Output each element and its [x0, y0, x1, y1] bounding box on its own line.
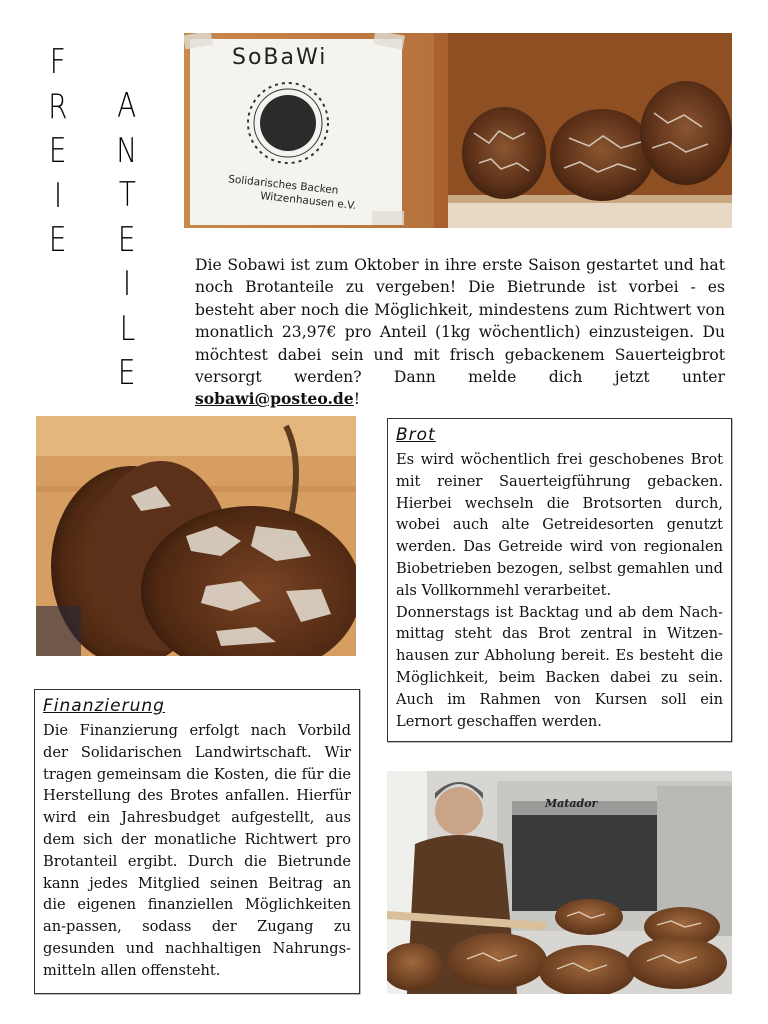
title-letter: E [49, 131, 67, 171]
oven-brand-label: Matador [545, 797, 598, 810]
title-letter: T [118, 175, 136, 215]
intro-paragraph [195, 254, 725, 411]
brot-box [387, 418, 732, 742]
photo-shelf-with-poster [184, 33, 732, 228]
title-letter: E [49, 220, 67, 260]
finanzierung-box [34, 689, 360, 994]
photo-baker-at-oven [387, 771, 732, 994]
poster-heading: SoBaWi [232, 45, 328, 70]
finanzierung-text: Die Finanzierung erfolgt nach Vorbild der Solidarischen Landwirtschaft. Wir tragen gemeinsam die Kosten, die für die Herstellung des Brotes anfallen. Hierfür wird ein Jahresbudget aufgestellt, aus dem sich der monatliche Richtwert pro Brotanteil ergibt. Durch die Bietrunde kann jedes Mitglied seinen Beitrag an die eigenen finanziellen Möglichkeiten an-passen, sodass der Zugang zu gesunden und nachhaltigen Nahrungs-mitteln allen offensteht. [43, 722, 351, 979]
title-letter: I [122, 264, 132, 304]
brot-text: Es wird wöchentlich frei geschobenes Brot mit reiner Sauerteigführung gebacken. Hierbei wechseln die Brotsorten durch, wobei auch alte Getreidesorten genutzt werden. Das Getreide wird von regionalen Biobetrieben bezogen, selbst gemahlen und als Vollkornmehl verarbeitet. [396, 451, 723, 599]
title-letter: I [53, 175, 63, 216]
title-word-anteile [106, 84, 148, 396]
email-link[interactable]: sobawi@posteo.de [195, 389, 354, 409]
photo-bread-basket [36, 416, 356, 656]
poster-caption-line2: Witzenhausen e.V. [259, 189, 357, 213]
title-letter: E [118, 219, 136, 260]
brot-text-2: Donnerstags ist Backtag und ab dem Nach-mittag steht das Brot zentral in Witzen-hausen zur Abholung bereit. Es besteht die Möglichkeit, beim Backen dabei zu sein. Auch im Rahmen von Kursen soll ein Lernort geschaffen werden. [396, 603, 723, 730]
title-letter: R [48, 86, 68, 127]
title-letter: L [119, 308, 135, 349]
title-word-freie [38, 40, 78, 263]
intro-text: Die Sobawi ist zum Oktober in ihre erste Saison gestartet und hat noch Brotanteile zu vergeben! Die Bietrunde ist vorbei - es besteht aber noch die Möglichkeit, mindestens zum Richtwert von monatlich 23,97€ pro Anteil (1kg wöchentlich) einzusteigen. Du möchtest dabei sein und mit frisch gebackenem Sauerteigbrot versorgt werden? Dann melde dich jetzt unter [195, 256, 725, 387]
title-letter: E [118, 353, 136, 393]
title-letter: N [116, 130, 138, 171]
finanzierung-heading: Finanzierung [43, 696, 165, 716]
brot-heading: Brot [396, 425, 436, 445]
title-letter: F [49, 42, 67, 82]
title-letter: A [117, 86, 137, 126]
intro-end: ! [353, 390, 360, 409]
poster-caption-line1: Solidarisches Backen [227, 173, 339, 197]
